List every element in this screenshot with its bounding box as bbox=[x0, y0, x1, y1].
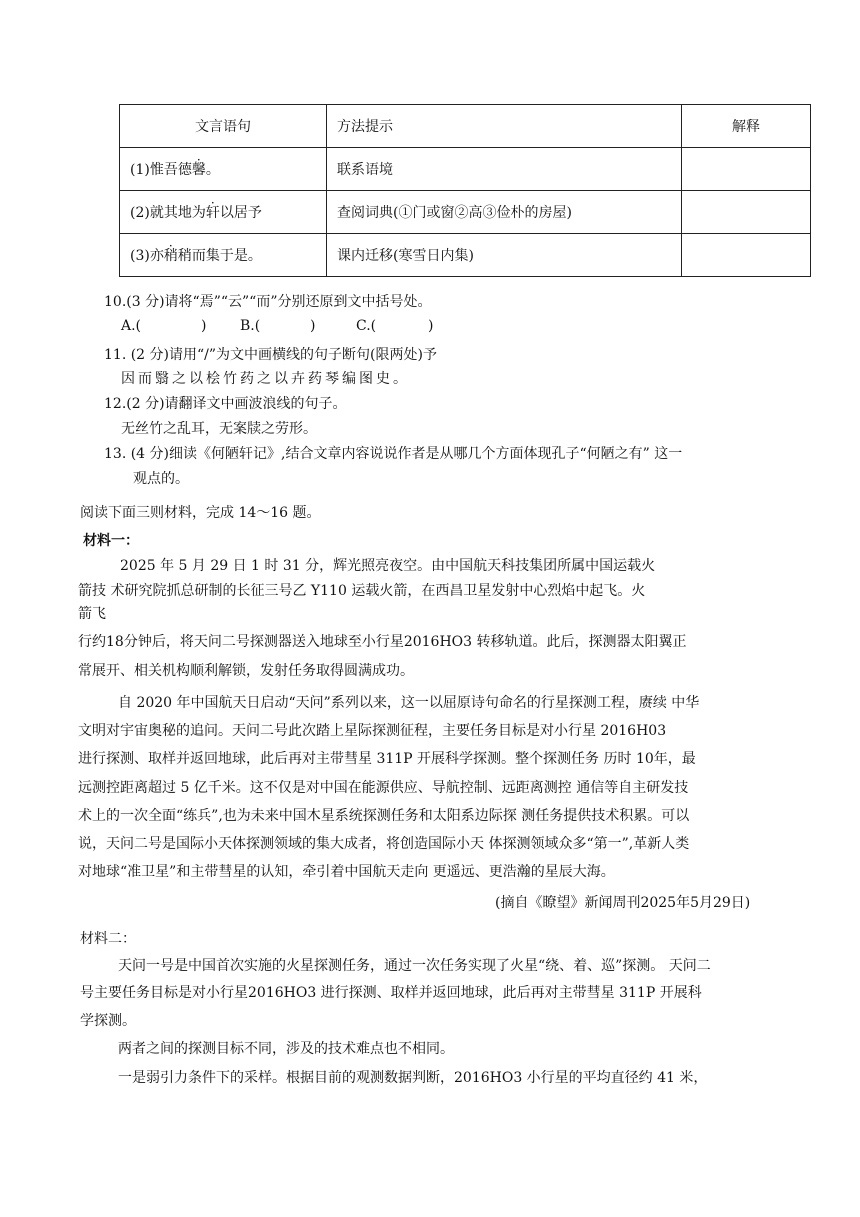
material-1-title: 材料一： bbox=[83, 533, 139, 549]
material-2-line: 天问一号是中国首次实施的火星探测任务，通过一次任务实现了火星“绕、着、巡”探测。 天问二 bbox=[118, 958, 711, 974]
row-method: 查阅词典(①门或窗②高③俭朴的房屋) bbox=[327, 191, 682, 234]
table-row bbox=[120, 191, 811, 234]
header-method: 方法提示 bbox=[327, 105, 682, 148]
material-2-line: 号主要任务目标是对小行星2016HO3 进行探测、取样并返回地球，此后再对主带彗星 311P 开展科 bbox=[80, 985, 702, 1001]
question-12-text: 无丝竹之乱耳，无案牍之劳形。 bbox=[121, 421, 317, 437]
material-2-line: 学探测。 bbox=[80, 1013, 136, 1029]
question-11-text: 因而翳之以桧竹药之以卉药琴编图史。 bbox=[121, 371, 410, 387]
question-10-c-label: C.( bbox=[356, 318, 377, 334]
row-sentence bbox=[120, 148, 327, 191]
row-method: 联系语境 bbox=[327, 148, 682, 191]
material-1-line: 箭技 术研究院抓总研制的长征三号乙 Y110 运载火箭，在西昌卫星发射中心烈焰中起飞。火 bbox=[78, 583, 646, 599]
dotted-character: 馨 bbox=[191, 162, 206, 178]
header-sentence: 文言语句 bbox=[120, 105, 327, 148]
material-1-line: 术上的一次全面“练兵”,也为未来中国木星系统探测任务和太阳系边际探 测任务提供技术积累。可以 bbox=[78, 808, 690, 824]
classical-chinese-table bbox=[119, 104, 811, 277]
material-1-source: (摘自《瞭望》新闻周刊2025年5月29日) bbox=[495, 895, 751, 911]
material-1-line: 箭飞 bbox=[78, 606, 106, 622]
sentence-text: 。 bbox=[205, 162, 220, 178]
row-explain-blank[interactable] bbox=[682, 234, 811, 277]
question-10-b-close: ) bbox=[310, 318, 316, 334]
header-explain: 解释 bbox=[682, 105, 811, 148]
question-10: 10.(3 分)请将“焉”“云”“而”分别还原到文中括号处。 bbox=[104, 294, 432, 310]
row-sentence bbox=[120, 191, 327, 234]
sentence-text: 以居予 bbox=[219, 205, 262, 221]
material-2-title: 材料二： bbox=[80, 931, 136, 947]
material-1-line: 自 2020 年中国航天日启动“天问”系列以来，这一以屈原诗句命名的行星探测工程，赓续 中华 bbox=[118, 695, 700, 711]
sentence-text: (2)就其地为 bbox=[130, 205, 206, 221]
row-method: 课内迁移(寒雪日内集) bbox=[327, 234, 682, 277]
row-sentence bbox=[120, 234, 327, 277]
row-explain-blank[interactable] bbox=[682, 191, 811, 234]
dotted-character: 稍 bbox=[163, 248, 178, 264]
material-1-line: 对地球“准卫星”和主带彗星的认知，牵引着中国航天走向 更遥远、更浩瀚的星辰大海。 bbox=[78, 864, 615, 880]
table-header-row bbox=[120, 105, 811, 148]
material-2-line: 一是弱引力条件下的采样。根据目前的观测数据判断，2016HO3 小行星的平均直径约 41 米， bbox=[118, 1070, 708, 1086]
material-1-line: 行约18分钟后，将天问二号探测器送入地球至小行星2016HO3 转移轨道。此后，探测器太阳翼正 bbox=[78, 634, 687, 650]
question-10-c-close: ) bbox=[428, 318, 434, 334]
sentence-text: (1)惟吾德 bbox=[130, 162, 192, 178]
material-1-line: 常展开、相关机构顺利解锁，发射任务取得圆满成功。 bbox=[78, 663, 414, 679]
material-1-line: 远测控距离超过 5 亿千米。这不仅是对中国在能源供应、导航控制、远距离测控 通信等自主研发技 bbox=[78, 780, 689, 796]
material-2-line: 两者之间的探测目标不同，涉及的技术难点也不相同。 bbox=[118, 1041, 454, 1057]
dotted-character: 轩 bbox=[205, 205, 220, 221]
material-1-line: 进行探测、取样并返回地球，此后再对主带彗星 311P 开展科学探测。整个探测任务 历时 10年，最 bbox=[78, 751, 696, 767]
material-1-line: 2025 年 5 月 29 日 1 时 31 分，辉光照亮夜空。由中国航天科技集团所属中国运载火 bbox=[120, 558, 656, 574]
question-13-cont: 观点的。 bbox=[133, 471, 189, 487]
material-1-line: 说，天问二号是国际小天体探测领域的集大成者，将创造国际小天 体探测领域众多“第一”,革新人类 bbox=[78, 836, 690, 852]
material-1-line: 文明对宇宙奥秘的追问。天问二号此次踏上星际探测征程，主要任务目标是对小行星 2016H03 bbox=[78, 723, 667, 739]
question-13: 13. (4 分)细读《何陋轩记》,结合文章内容说说作者是从哪几个方面体现孔子“何陋之有” 这一 bbox=[104, 446, 683, 462]
question-12: 12.(2 分)请翻译文中画波浪线的句子。 bbox=[104, 396, 347, 412]
table-row bbox=[120, 234, 811, 277]
question-11: 11. (2 分)请用“/”为文中画横线的句子断句(限两处)予 bbox=[104, 347, 437, 363]
reading-intro: 阅读下面三则材料，完成 14～16 题。 bbox=[80, 505, 321, 521]
question-10-b-label: B.( bbox=[240, 318, 261, 334]
sentence-text: 稍而集于是。 bbox=[177, 248, 262, 264]
table-row bbox=[120, 148, 811, 191]
row-explain-blank[interactable] bbox=[682, 148, 811, 191]
question-10-a-label: A.( bbox=[121, 318, 142, 334]
question-10-a-close: ) bbox=[201, 318, 207, 334]
sentence-text: (3)亦 bbox=[130, 248, 164, 264]
